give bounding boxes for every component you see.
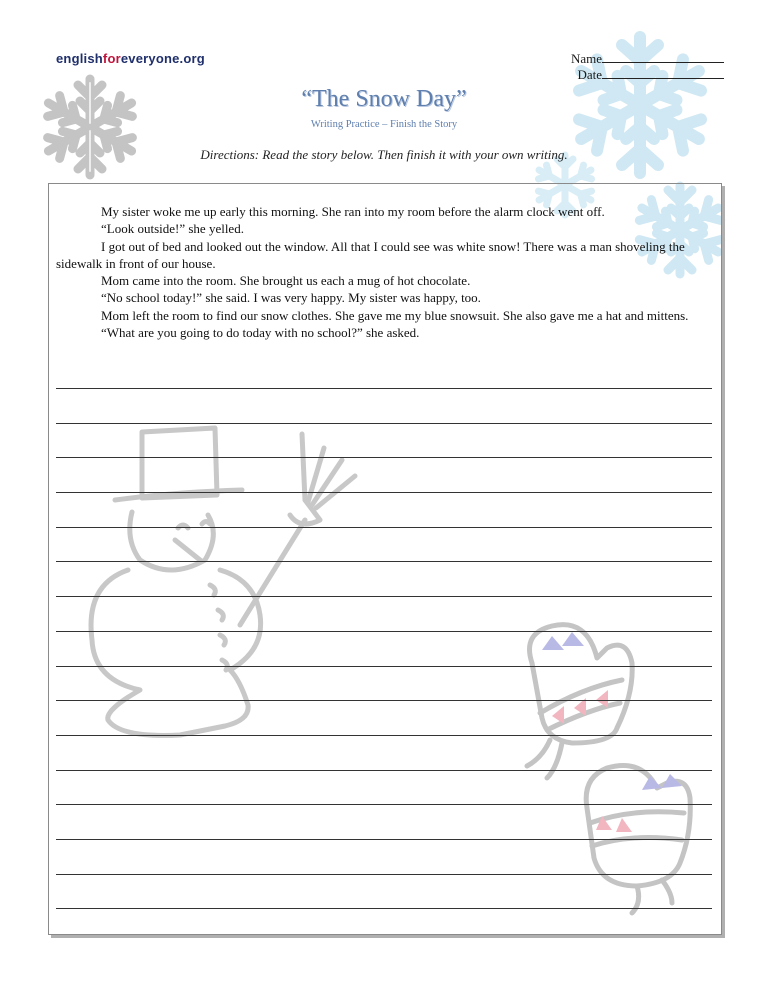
writing-line[interactable] (56, 908, 712, 943)
page-subtitle: Writing Practice – Finish the Story (310, 119, 458, 130)
writing-line[interactable] (56, 631, 712, 666)
name-field[interactable]: Name (554, 51, 724, 67)
page-title: “The Snow Day” (301, 86, 467, 112)
story-paragraph: “What are you going to do today with no school?” she asked. (101, 325, 420, 341)
name-date-block (554, 51, 724, 83)
writing-line[interactable] (56, 561, 712, 596)
story-paragraph: Mom came into the room. She brought us each a mug of hot chocolate. (101, 273, 471, 289)
writing-line[interactable] (56, 596, 712, 631)
date-field[interactable]: Date (554, 67, 724, 83)
writing-line[interactable] (56, 388, 712, 423)
writing-lines[interactable] (56, 388, 712, 943)
directions: Directions: Read the story below. Then finish it with your own writing. (200, 147, 568, 162)
story-text (56, 203, 716, 341)
writing-line[interactable] (56, 839, 712, 874)
story-paragraph: Mom left the room to find our snow clothes. She gave me my blue snowsuit. She also gave me a hat and mittens. (101, 307, 689, 323)
writing-line[interactable] (56, 666, 712, 701)
writing-line[interactable] (56, 874, 712, 909)
writing-line[interactable] (56, 457, 712, 492)
writing-line[interactable] (56, 423, 712, 458)
story-paragraph: My sister woke me up early this morning. She ran into my room before the alarm clock went off. (101, 204, 605, 219)
writing-line[interactable] (56, 700, 712, 735)
writing-line[interactable] (56, 527, 712, 562)
story-paragraph: “No school today!” she said. I was very happy. My sister was happy, too. (101, 290, 481, 306)
writing-line[interactable] (56, 735, 712, 770)
story-paragraph: I got out of bed and looked out the window. All that I could see was white snow! There was a man shoveling the sidewalk in front of our house. (56, 238, 685, 271)
site-logo: englishforeveryone.org (56, 51, 205, 66)
writing-line[interactable] (56, 492, 712, 527)
writing-line[interactable] (56, 804, 712, 839)
story-paragraph: “Look outside!” she yelled. (101, 221, 244, 237)
writing-line[interactable] (56, 770, 712, 805)
